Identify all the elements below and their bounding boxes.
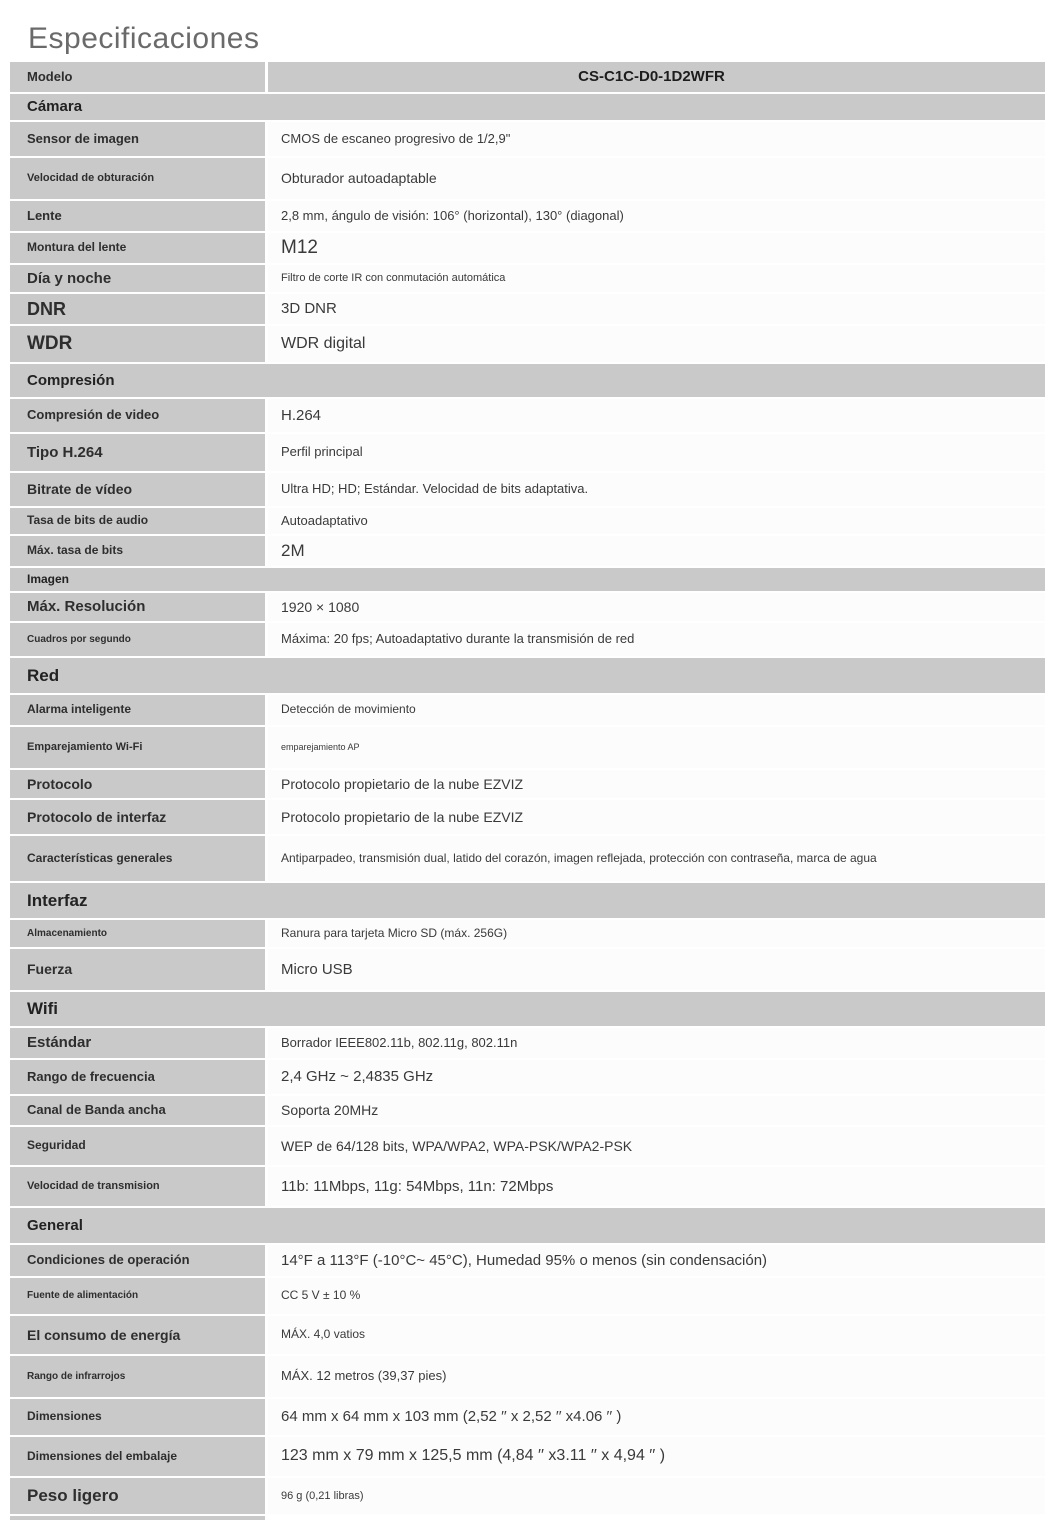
table-row [10,434,1045,471]
spec-label: Almacenamiento [10,920,265,947]
spec-value: Ranura para tarjeta Micro SD (máx. 256G) [268,920,1045,947]
table-row [10,727,1045,768]
spec-value: 96 g (0,21 libras) [268,1478,1045,1514]
spec-label: Dimensiones [10,1399,265,1435]
table-row [10,1437,1045,1476]
spec-label: Protocolo de interfaz [10,800,265,834]
table-row [10,695,1045,725]
section-title: Compresión [10,364,1045,397]
table-row [10,1028,1045,1058]
table-row [10,836,1045,881]
spec-value: Detección de movimiento [268,695,1045,725]
spec-value: WDR digital [268,326,1045,362]
spec-value: CC 5 V ± 10 % [268,1278,1045,1314]
spec-value: Protocolo propietario de la nube EZVIZ [268,770,1045,798]
table-row [10,623,1045,656]
table-row [10,1356,1045,1397]
spec-label: Condiciones de operación [10,1245,265,1276]
spec-value: Borrador IEEE802.11b, 802.11g, 802.11n [268,1028,1045,1058]
spec-value: Máxima: 20 fps; Autoadaptativo durante la transmisión de red [268,623,1045,656]
spec-label: Tipo H.264 [10,434,265,471]
page-title: Especificaciones [28,22,260,56]
spec-value: 11b: 11Mbps, 11g: 54Mbps, 11n: 72Mbps [268,1167,1045,1206]
section-title: Red [10,658,1045,693]
table-row [10,1245,1045,1276]
table-row [10,294,1045,324]
spec-label: Compresión de video [10,399,265,432]
spec-value: Filtro de corte IR con conmutación automática [268,265,1045,292]
table-row [10,62,1045,92]
table-row [10,1278,1045,1314]
spec-value: Protocolo propietario de la nube EZVIZ [268,800,1045,834]
spec-label: DNR [10,294,265,324]
spec-label: Canal de Banda ancha [10,1096,265,1125]
spec-value: Soporta 20MHz [268,1096,1045,1125]
spec-label: Seguridad [10,1127,265,1165]
table-row [10,1060,1045,1094]
spec-value: Perfil principal [268,434,1045,471]
table-row [10,1127,1045,1165]
spec-table [10,62,1045,1522]
spec-label: Protocolo [10,770,265,798]
section-title: Imagen [10,568,1045,591]
spec-value: 14°F a 113°F (-10°C~ 45°C), Humedad 95% o menos (sin condensación) [268,1245,1045,1276]
table-row [10,1478,1045,1514]
table-row [10,1399,1045,1435]
spec-value: CS-C1C-D0-1D2WFR [268,62,1045,92]
spec-value: 3D DNR [268,294,1045,324]
spec-value: M12 [268,233,1045,263]
spec-label: El consumo de energía [10,1316,265,1354]
spec-label: Máx. Resolución [10,593,265,621]
section-row [10,992,1045,1026]
spec-label: WDR [10,326,265,362]
spec-value: Micro USB [268,949,1045,990]
spec-label: Características generales [10,836,265,881]
spec-value: 2M [268,536,1045,566]
table-row [10,265,1045,292]
table-row [10,800,1045,834]
table-row [10,122,1045,156]
table-row [10,920,1045,947]
table-row [10,473,1045,506]
spec-label: Emparejamiento Wi-Fi [10,727,265,768]
spec-value: MÁX. 4,0 vatios [268,1316,1045,1354]
spec-value: emparejamiento AP [268,727,1045,768]
spec-label: Rango de frecuencia [10,1060,265,1094]
table-row [10,1316,1045,1354]
spec-label: Máx. tasa de bits [10,536,265,566]
spec-value: H.264 [268,399,1045,432]
table-row [10,201,1045,231]
spec-value: 2,4 GHz ~ 2,4835 GHz [268,1060,1045,1094]
spec-label: Lente [10,201,265,231]
spec-value: WEP de 64/128 bits, WPA/WPA2, WPA-PSK/WPA2-PSK [268,1127,1045,1165]
table-row [10,508,1045,534]
spec-label: Cuadros por segundo [10,623,265,656]
spec-label: Bitrate de vídeo [10,473,265,506]
spec-label: Día y noche [10,265,265,292]
section-row [10,568,1045,591]
spec-value: 64 mm x 64 mm x 103 mm (2,52 ′′ x 2,52 ′′ x4.06 ′′ ) [268,1399,1045,1435]
spec-label: Estándar [10,1028,265,1058]
spec-value: MÁX. 12 metros (39,37 pies) [268,1356,1045,1397]
table-row [10,1096,1045,1125]
table-row [10,770,1045,798]
spec-label: Velocidad de transmision [10,1167,265,1206]
section-row [10,883,1045,918]
section-row [10,364,1045,397]
spec-label: Modelo [10,62,265,92]
spec-value: 1920 × 1080 [268,593,1045,621]
spec-value: Obturador autoadaptable [268,158,1045,199]
table-row [10,399,1045,432]
spec-value: Ultra HD; HD; Estándar. Velocidad de bits adaptativa. [268,473,1045,506]
table-row [10,158,1045,199]
table-row [10,536,1045,566]
spec-value: 2,8 mm, ángulo de visión: 106° (horizontal), 130° (diagonal) [268,201,1045,231]
spec-label: Fuente de alimentación [10,1278,265,1314]
table-row [10,326,1045,362]
section-row [10,1208,1045,1243]
section-row [10,94,1045,120]
spec-label: Sensor de imagen [10,122,265,156]
section-row [10,658,1045,693]
spec-value: Autoadaptativo [268,508,1045,534]
section-title: Interfaz [10,883,1045,918]
spec-label: Montura del lente [10,233,265,263]
section-title: Wifi [10,992,1045,1026]
spec-label: Rango de infrarrojos [10,1356,265,1397]
spec-label: Velocidad de obturación [10,158,265,199]
section-title: Cámara [10,94,1045,120]
spec-label: Dimensiones del embalaje [10,1437,265,1476]
spec-label: Tasa de bits de audio [10,508,265,534]
spec-value: 123 mm x 79 mm x 125,5 mm (4,84 ′′ x3.11 ′′ x 4,94 ′′ ) [268,1437,1045,1476]
spec-label: Fuerza [10,949,265,990]
table-row [10,593,1045,621]
table-row [10,949,1045,990]
table-row [10,1167,1045,1206]
table-row [10,233,1045,263]
spec-label: Peso ligero [10,1478,265,1514]
section-title: General [10,1208,1045,1243]
spec-value: Antiparpadeo, transmisión dual, latido del corazón, imagen reflejada, protección con contraseña, marca de agua [268,836,1045,881]
spec-label: Alarma inteligente [10,695,265,725]
spec-value: CMOS de escaneo progresivo de 1/2,9" [268,122,1045,156]
